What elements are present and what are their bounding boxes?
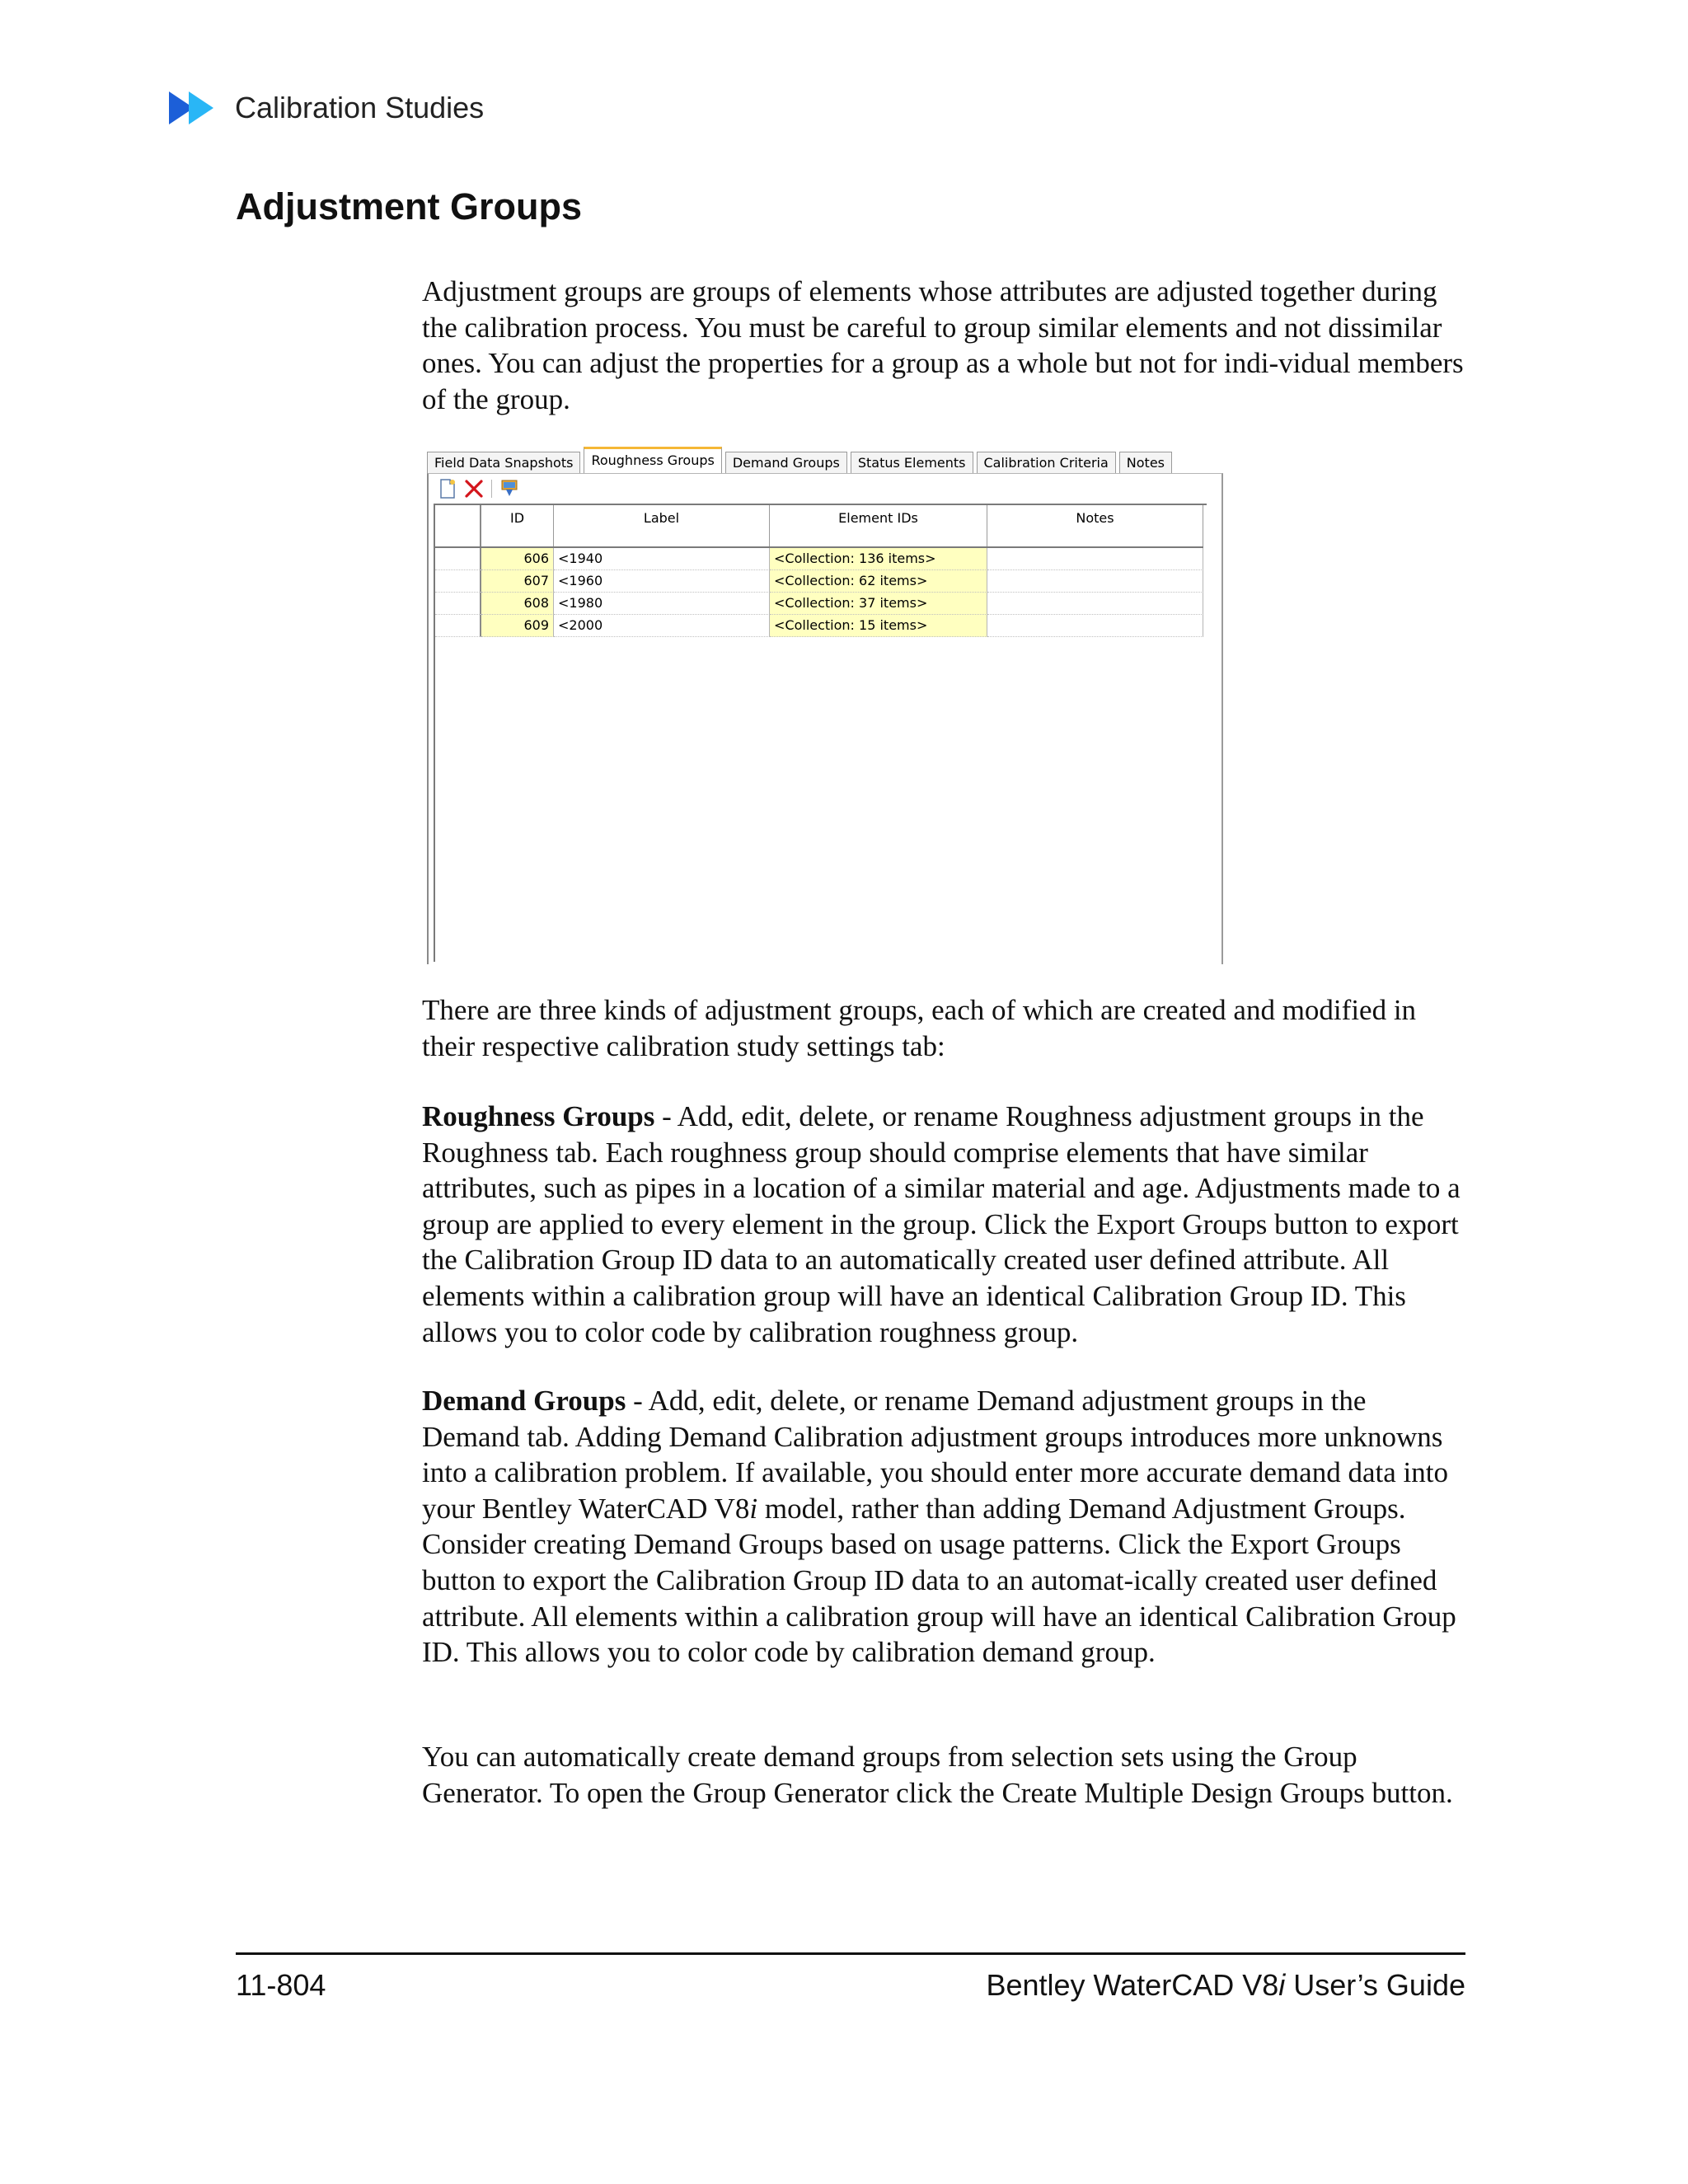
row-selector[interactable]	[435, 570, 481, 593]
demand-groups-paragraph	[422, 1383, 1470, 1671]
roughness-groups-term: Roughness Groups	[422, 1100, 655, 1132]
toolbar-separator	[491, 480, 492, 498]
cell-element-ids[interactable]: <Collection: 37 items>	[770, 593, 987, 615]
roughness-groups-panel	[427, 473, 1223, 964]
double-chevron-right-icon	[169, 90, 222, 126]
row-selector[interactable]	[435, 615, 481, 637]
new-document-icon	[438, 479, 457, 499]
row-selector[interactable]	[435, 593, 481, 615]
kinds-paragraph: There are three kinds of adjustment groups, each of which are created and modified in their respective calibration study settings tab:	[422, 994, 1417, 1062]
tab-status-elements[interactable]: Status Elements	[851, 452, 973, 473]
tab-notes[interactable]: Notes	[1119, 452, 1172, 473]
roughness-groups-table	[434, 504, 1207, 962]
group-generator-paragraph: You can automatically create demand groups from selection sets using the Group Generator. To open the Group Generator click the Create Multiple Design Groups button.	[422, 1741, 1453, 1809]
grid-toolbar	[437, 477, 525, 500]
cell-element-ids[interactable]: <Collection: 15 items>	[770, 615, 987, 637]
export-groups-icon	[499, 479, 519, 499]
tab-strip	[427, 445, 1175, 473]
delete-x-icon	[464, 479, 484, 499]
column-header-label[interactable]: Label	[554, 505, 770, 546]
cell-id: 607	[481, 570, 554, 593]
cell-id: 608	[481, 593, 554, 615]
roughness-groups-paragraph	[422, 1099, 1470, 1350]
cell-notes[interactable]	[987, 615, 1203, 637]
tab-field-data-snapshots[interactable]: Field Data Snapshots	[427, 452, 580, 473]
guide-title-italic: i	[1278, 1968, 1286, 2002]
page-number: 11-804	[236, 1968, 326, 2002]
guide-title	[986, 1968, 1465, 2003]
guide-title-text-cont: User’s Guide	[1285, 1968, 1465, 2002]
column-header-notes[interactable]: Notes	[987, 505, 1203, 546]
tab-calibration-criteria[interactable]: Calibration Criteria	[977, 452, 1116, 473]
cell-notes[interactable]	[987, 548, 1203, 570]
cell-id: 606	[481, 548, 554, 570]
running-header	[169, 89, 484, 127]
section-title: Adjustment Groups	[236, 185, 583, 227]
tab-demand-groups[interactable]: Demand Groups	[725, 452, 847, 473]
tab-roughness-groups[interactable]: Roughness Groups	[584, 447, 721, 473]
cell-label[interactable]: <1940	[554, 548, 770, 570]
cell-notes[interactable]	[987, 593, 1203, 615]
table-row[interactable]	[435, 615, 1203, 637]
cell-notes[interactable]	[987, 570, 1203, 593]
row-selector[interactable]	[435, 548, 481, 570]
table-row[interactable]	[435, 593, 1203, 615]
cell-element-ids[interactable]: <Collection: 62 items>	[770, 570, 987, 593]
demand-groups-text-italic: i	[749, 1492, 758, 1525]
calibration-settings-screenshot	[427, 445, 1225, 964]
demand-groups-term: Demand Groups	[422, 1385, 626, 1417]
cell-id: 609	[481, 615, 554, 637]
table-header	[435, 505, 1203, 548]
roughness-groups-text: - Add, edit, delete, or rename Roughness adjustment groups in the Roughness tab. Each roughness group should comprise elements that have similar attributes, such as pipes in a location of a similar material and age. Adjustments made to a group are applied to every element in the group. Click the Export Groups button to export the Calibration Group ID data to an automatically created user defined attribute. All elements within a calibration group will have an identical Calibration Group ID. This allows you to color code by calibration roughness group.	[422, 1100, 1461, 1348]
guide-title-text: Bentley WaterCAD V8	[986, 1968, 1279, 2002]
demand-groups-text: - Add, edit, delete, or rename Demand adjustment groups in the Demand tab. Adding Demand Calibration adjustment groups introduces more unknowns into a calibration problem. If available, you should enter more accurate demand data into your Bentley WaterCAD V8	[422, 1385, 1448, 1525]
column-header-id[interactable]: ID	[481, 505, 554, 546]
demand-groups-text-cont: model, rather than adding Demand Adjustment Groups. Consider creating Demand Groups based on usage patterns. Click the Export Groups button to export the Calibration Group ID data to an automat-ically created user defined attribute. All elements within a calibration group will have an identical Calibration Group ID. This allows you to color code by calibration demand group.	[422, 1492, 1456, 1669]
footer-rule	[236, 1952, 1465, 1955]
header-title: Calibration Studies	[235, 91, 485, 124]
row-selector-header	[435, 505, 481, 546]
cell-label[interactable]: <1980	[554, 593, 770, 615]
export-groups-button[interactable]	[499, 478, 520, 499]
new-button[interactable]	[437, 478, 458, 499]
column-header-element-ids[interactable]: Element IDs	[770, 505, 987, 546]
cell-element-ids[interactable]: <Collection: 136 items>	[770, 548, 987, 570]
intro-paragraph: Adjustment groups are groups of elements whose attributes are adjusted together during the calibration process. You must be careful to group similar elements and not dissimilar ones. You can adjust the properties for a group as a whole but not for indi-vidual members of the group.	[422, 275, 1464, 415]
table-row[interactable]	[435, 570, 1203, 593]
cell-label[interactable]: <2000	[554, 615, 770, 637]
table-row[interactable]	[435, 548, 1203, 570]
cell-label[interactable]: <1960	[554, 570, 770, 593]
delete-button[interactable]	[463, 478, 485, 499]
